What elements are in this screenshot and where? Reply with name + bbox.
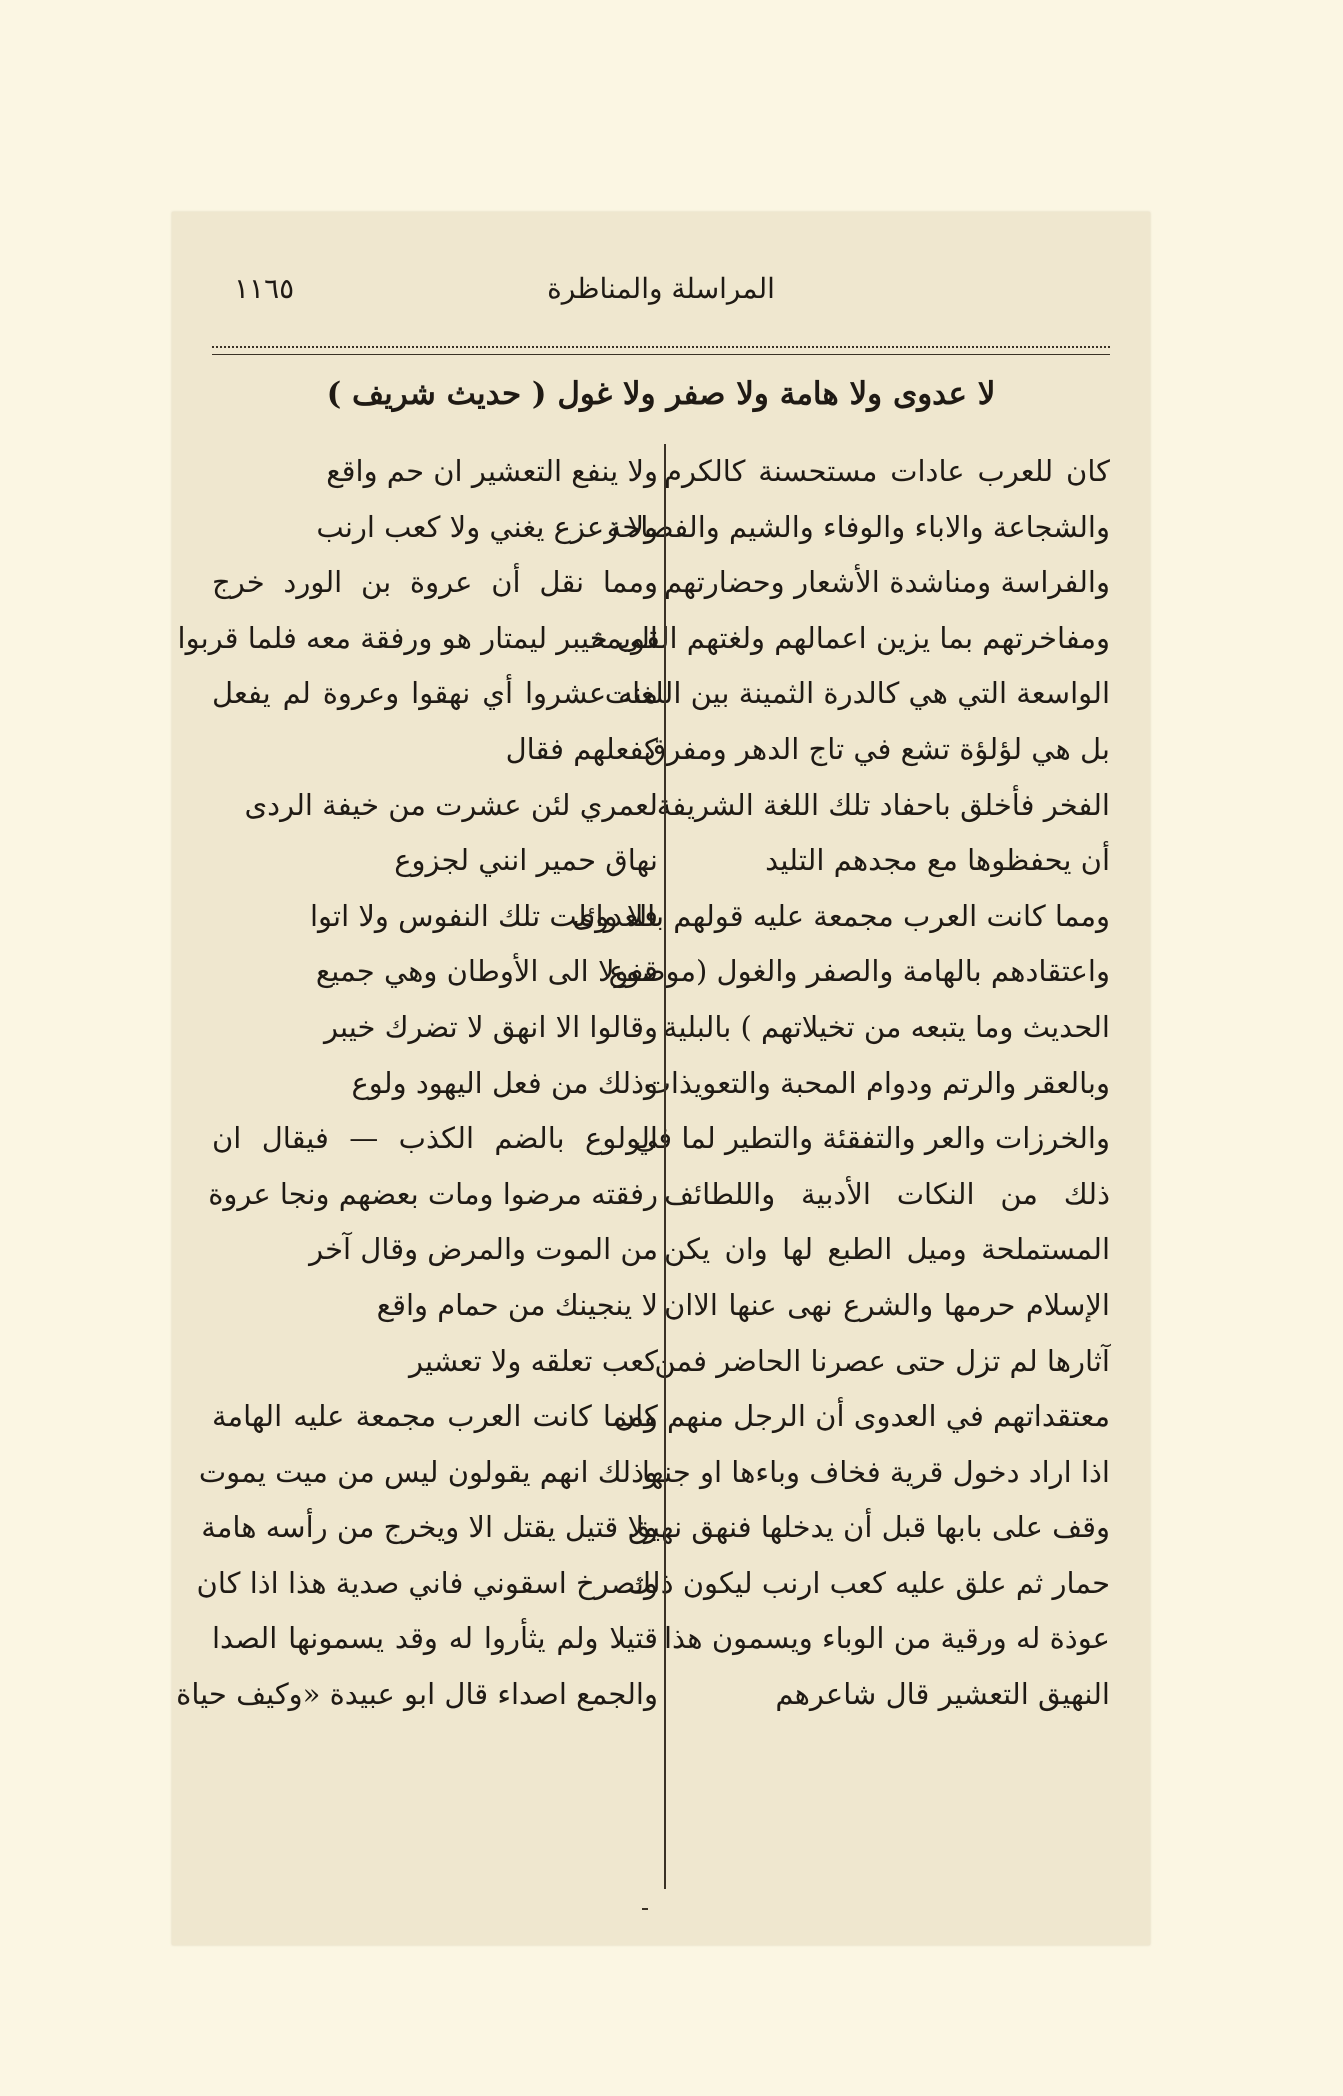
text-line: رفقته مرضوا ومات بعضهم ونجا عروة <box>208 1176 658 1211</box>
text-line: والجمع اصداء قال ابو عبيدة «وكيف حياة <box>176 1677 658 1712</box>
text-line: حمار ثم علق عليه كعب ارنب ليكون ذلك <box>627 1565 1110 1600</box>
text-line: الحديث وما يتبعه من تخيلاتهم ) بالبلية <box>662 1009 1110 1044</box>
text-line: وقف على بابها قبل أن يدخلها فنهق نهيق <box>627 1510 1110 1545</box>
text-line: اذا اراد دخول قرية فخاف وباءها او جنها <box>641 1454 1110 1489</box>
text-line: كان للعرب عادات مستحسنة كالكرم <box>664 454 1110 488</box>
text-line: عوذة له ورقية من الوباء ويسمون هذا <box>664 1621 1110 1656</box>
verse-line: قفولا الى الأوطان وهي جميع <box>315 954 658 989</box>
verse-line: لعمري لئن عشرت من خيفة الردى <box>244 787 658 822</box>
text-line: ومما كانت العرب مجمعة عليه قولهم بالعدوى <box>572 898 1110 933</box>
text-line: بل هي لؤلؤة تشع في تاج الدهر ومفرق <box>643 731 1110 766</box>
verse-line: وذلك من فعل اليهود ولوع <box>351 1065 658 1100</box>
article-heading: لا عدوى ولا هامة ولا صفر ولا غول ( حديث شريف ) <box>326 376 996 412</box>
signature-mark <box>642 1904 648 1910</box>
text-line: وبالعقر والرتم ودوام المحبة والتعويذات <box>643 1065 1110 1100</box>
verse-line: نهاق حمير انني لجزوع <box>394 843 658 878</box>
verse-line: ولا ينفع التعشير ان حم واقع <box>326 454 658 488</box>
verse-line: وقالوا الا انهق لا تضرك خيبر <box>323 1009 658 1044</box>
verse-line: لا ينجينك من حمام واقع <box>376 1287 658 1322</box>
text-line: والخرزات والعر والتفقئة والتطير لما في <box>634 1121 1110 1156</box>
scanned-page <box>172 212 1150 1945</box>
verse-line: فلا وائلت تلك النفوس ولا اتوا <box>310 898 658 933</box>
text-line: وتصرخ اسقوني فاني صدية هذا اذا كان <box>196 1565 658 1600</box>
page-number: ١١٦٥ <box>234 272 295 305</box>
text-line: كفعلهم فقال <box>505 731 658 766</box>
text-line: قتيلا ولم يثأروا له وقد يسمونها الصدا <box>212 1621 658 1656</box>
page-content <box>176 268 1110 1928</box>
text-line: أن يحفظوها مع مجدهم التليد <box>765 843 1110 878</box>
left-column <box>176 444 658 1723</box>
text-line: ومما كانت العرب مجمعة عليه الهامة <box>212 1399 658 1434</box>
text-line: الى خيبر ليمتار هو ورفقة معه فلما قربوا <box>177 620 658 655</box>
text-line: وذلك انهم يقولون ليس من ميت يموت <box>198 1454 658 1489</box>
text-line: معتقداتهم في العدوى أن الرجل منهم كان <box>613 1399 1110 1434</box>
text-line: ولا قتيل يقتل الا ويخرج من رأسه هامة <box>201 1510 658 1545</box>
text-line: الفخر فأخلق باحفاد تلك اللغة الشريفة <box>656 787 1110 822</box>
text-line: ومفاخرتهم بما يزين اعمالهم ولغتهم القويمة <box>590 620 1110 655</box>
text-line: آثارها لم تزل حتى عصرنا الحاضر فمن <box>654 1343 1110 1378</box>
text-line: من الموت والمرض وقال آخر <box>309 1232 658 1267</box>
verse-line: ولا زعزع يغني ولا كعب ارنب <box>316 509 658 544</box>
text-line: الولوع بالضم الكذب — فيقال ان <box>212 1121 658 1156</box>
page-header <box>212 268 1110 320</box>
text-line: الإسلام حرمها والشرع نهى عنها الاان <box>664 1287 1110 1322</box>
running-title: المراسلة والمناظرة <box>547 272 775 305</box>
text-line: النهيق التعشير قال شاعرهم <box>775 1677 1110 1712</box>
text-line: الواسعة التي هي كالدرة الثمينة بين اللغات <box>604 676 1110 711</box>
header-rule <box>212 346 1110 355</box>
text-line: المستملحة وميل الطبع لها وان يكن <box>664 1232 1110 1267</box>
text-line: واعتقادهم بالهامة والصفر والغول (موضوع <box>608 954 1110 989</box>
text-line: والشجاعة والاباء والوفاء والشيم والفصاحة <box>606 509 1110 544</box>
text-line: ذلك من النكات الأدبية واللطائف <box>664 1176 1110 1211</box>
column-divider <box>664 444 666 1889</box>
verse-line: كعب تعلقه ولا تعشير <box>408 1343 658 1378</box>
text-line: منه عشروا أي نهقوا وعروة لم يفعل <box>212 676 658 711</box>
text-line: والفراسة ومناشدة الأشعار وحضارتهم <box>664 565 1110 600</box>
text-line: ومما نقل أن عروة بن الورد خرج <box>212 565 658 600</box>
